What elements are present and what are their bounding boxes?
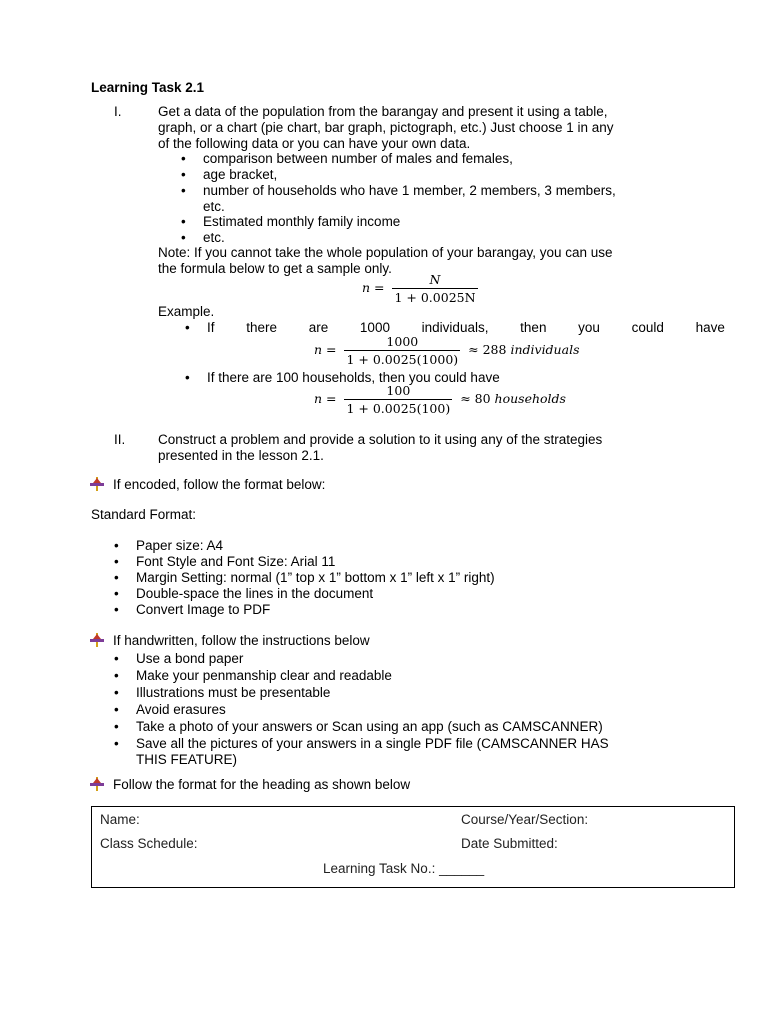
standard-format-label: Standard Format: xyxy=(91,507,197,522)
word: then xyxy=(520,320,547,335)
data-options-list xyxy=(203,151,616,199)
example1-formula xyxy=(314,334,579,367)
list-item: • Avoid erasures xyxy=(136,701,609,718)
list-item: • Make your penmanship clear and readable xyxy=(136,667,609,684)
learning-task-label: Learning Task No.: ______ xyxy=(323,861,485,876)
course-label: Course/Year/Section: xyxy=(461,812,589,827)
word: have xyxy=(695,320,725,335)
formula-result: ≈ 80 xyxy=(460,391,491,406)
formula-unit: households xyxy=(494,391,566,406)
name-label: Name: xyxy=(100,812,140,827)
section1-intro-line-1: Get a data of the population from the barangay and present it using a table, xyxy=(158,104,608,119)
word: individuals, xyxy=(421,320,489,335)
example2-bullet: • xyxy=(185,370,190,385)
section1-intro-line-2: graph, or a chart (pie chart, bar graph, pictograph, etc.) Just choose 1 in any xyxy=(158,120,614,135)
list-item xyxy=(136,570,495,586)
formula-fraction xyxy=(344,383,452,416)
formula-fraction xyxy=(392,272,477,305)
formula-fraction xyxy=(344,334,460,367)
heading-template-box xyxy=(91,806,735,888)
pushpin-icon xyxy=(90,477,104,491)
list-item: • Estimated monthly family income xyxy=(203,214,400,230)
formula-denominator: 1 + 0.0025(1000) xyxy=(346,352,459,367)
list-item: • comparison between number of males and females, xyxy=(203,151,616,167)
schedule-label: Class Schedule: xyxy=(100,836,198,851)
word: you xyxy=(578,320,600,335)
formula-denominator: 1 + 0.0025(100) xyxy=(346,401,451,416)
formula-lhs: n = xyxy=(362,280,385,295)
formula-lhs: n = xyxy=(314,391,337,406)
formula-numerator: N xyxy=(429,272,441,287)
section-numeral-2: II. xyxy=(114,432,126,447)
list-item: • number of households who have 1 member, 2 members, 3 members, xyxy=(203,183,616,199)
formula-unit: individuals xyxy=(510,342,580,357)
word: are xyxy=(308,320,329,335)
data-options-list-cont xyxy=(203,214,400,246)
list-item: • Convert Image to PDF xyxy=(136,602,495,618)
list-item: • Save all the pictures of your answers in a single PDF file (CAMSCANNER HAS xyxy=(136,735,609,752)
section2-line-2: presented in the lesson 2.1. xyxy=(158,448,324,463)
example-label: Example. xyxy=(158,304,215,319)
list-item: • Font Style and Font Size: Arial 11 xyxy=(136,554,495,570)
example2-formula xyxy=(314,383,566,416)
note-line-1: Note: If you cannot take the whole population of your barangay, you can use xyxy=(158,245,613,260)
handwritten-instructions-list xyxy=(136,650,609,752)
formula-numerator: 1000 xyxy=(386,334,419,349)
margin-setting-text: Margin Setting: normal (1” top x 1” bottom x 1” left x 1” right) xyxy=(136,570,495,585)
word: could xyxy=(631,320,664,335)
list-item: • Take a photo of your answers or Scan using an app (such as CAMSCANNER) xyxy=(136,718,609,735)
list-item: • Paper size: A4 xyxy=(136,538,495,554)
handwritten-heading: If handwritten, follow the instructions below xyxy=(113,633,370,648)
section-numeral-1: I. xyxy=(114,104,122,119)
word: If xyxy=(207,320,215,335)
list-item-continuation: etc. xyxy=(203,199,225,214)
formula-result: ≈ 288 xyxy=(468,342,507,357)
formula-denominator: 1 + 0.0025N xyxy=(394,290,476,305)
list-item: • Double-space the lines in the document xyxy=(136,586,495,602)
word: there xyxy=(246,320,277,335)
heading-format-heading: Follow the format for the heading as shown below xyxy=(113,777,411,792)
date-submitted-label: Date Submitted: xyxy=(461,836,558,851)
list-item: • age bracket, xyxy=(203,167,616,183)
sample-size-formula xyxy=(362,272,482,305)
pushpin-icon xyxy=(90,633,104,647)
example1-bullet: • xyxy=(185,320,190,335)
word: 1000 xyxy=(359,320,390,335)
list-item: • Use a bond paper xyxy=(136,650,609,667)
page-title: Learning Task 2.1 xyxy=(91,80,205,95)
encoded-heading: If encoded, follow the format below: xyxy=(113,477,326,492)
section1-intro-line-3: of the following data or you can have your own data. xyxy=(158,136,471,151)
formula-lhs: n = xyxy=(314,342,337,357)
example2-text: If there are 100 households, then you could have xyxy=(207,370,500,385)
encoded-format-list xyxy=(136,538,495,618)
list-item: • Illustrations must be presentable xyxy=(136,684,609,701)
section2-line-1: Construct a problem and provide a solution to it using any of the strategies xyxy=(158,432,603,447)
list-item: • etc. xyxy=(203,230,400,246)
note-line-2: the formula below to get a sample only. xyxy=(158,261,392,276)
list-item-continuation: THIS FEATURE) xyxy=(136,752,237,767)
pushpin-icon xyxy=(90,777,104,791)
formula-numerator: 100 xyxy=(386,383,411,398)
